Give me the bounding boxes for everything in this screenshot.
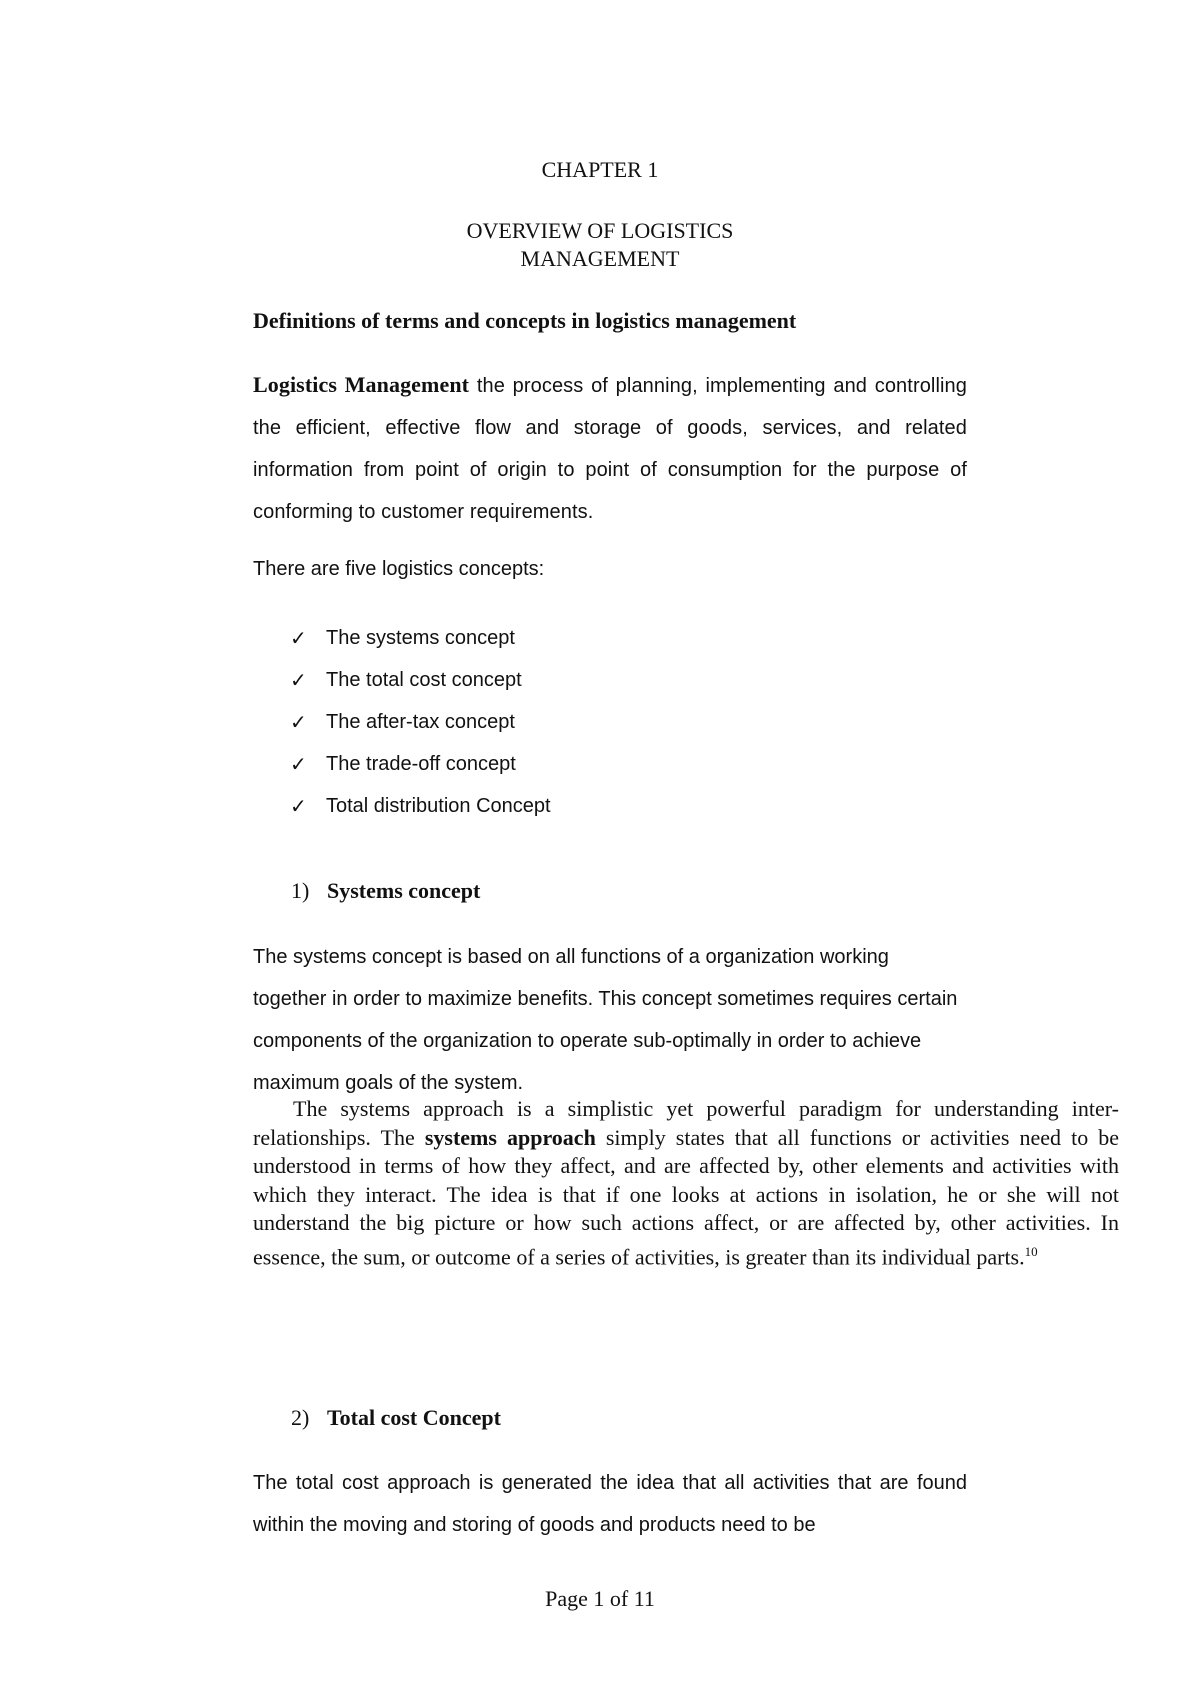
checkmark-icon: ✓ (290, 668, 307, 692)
quote-text-after: simply states that all functions or activities need to be understood in terms of how they affect, and are affected by, other elements and activities with which they interact. The idea is that if one looks at actions in isolation, he or she will not understand the big picture or how such actions affect, or are affected by, other activities. In essence, the sum, or outcome of a series of activities, is greater than its individual parts. (253, 1124, 1120, 1269)
chapter-title: CHAPTER 1 (541, 157, 659, 182)
page-footer: Page 1 of 11 (545, 1586, 655, 1611)
concept-label: The trade-off concept (326, 753, 516, 775)
section1-heading (291, 878, 480, 904)
checkmark-icon: ✓ (290, 794, 307, 818)
checkmark-icon: ✓ (290, 710, 307, 734)
list-item (290, 617, 551, 659)
footnote-marker: 10 (1024, 1243, 1038, 1259)
checkmark-icon: ✓ (290, 626, 307, 650)
list-item (290, 743, 551, 785)
concept-list (290, 617, 551, 827)
logistics-definition-paragraph (253, 364, 967, 533)
overview-title-line2: MANAGEMENT (520, 246, 680, 271)
logistics-definition-text: the process of planning, implementing and controlling the efficient, effective flow and storage of goods, services, and related information from point of origin to point of consumption for the purpose of conforming to customer requirements. (253, 375, 967, 523)
five-concepts-intro: There are five logistics concepts: (253, 558, 545, 580)
logistics-term: Logistics Management (253, 372, 470, 397)
section1-number: 1) (291, 878, 310, 903)
concept-label: The after-tax concept (326, 711, 515, 733)
overview-title-line1: OVERVIEW OF LOGISTICS (466, 218, 734, 243)
section2-number: 2) (291, 1405, 310, 1430)
section2-heading (291, 1405, 501, 1431)
systems-concept-paragraph: The systems concept is based on all functions of a organization working together in order to maximize benefits. This concept sometimes requires certain components of the organization to operate sub-optimally in order to achieve maximum goals of the system. (253, 946, 958, 1094)
section1-title: Systems concept (327, 878, 481, 903)
list-item (290, 701, 551, 743)
definitions-heading: Definitions of terms and concepts in logistics management (253, 308, 797, 333)
concept-label: The total cost concept (326, 669, 522, 691)
quote-bold-term: systems approach (424, 1124, 596, 1150)
list-item (290, 785, 551, 827)
quote-text-before: The systems approach is a simplistic yet powerful paradigm for understanding inter-relationships. The (253, 1096, 1119, 1150)
section2-title: Total cost Concept (327, 1405, 501, 1430)
systems-approach-quote (253, 1095, 1119, 1271)
concept-label: The systems concept (326, 627, 515, 649)
total-cost-paragraph: The total cost approach is generated the idea that all activities that are found within the moving and storing of goods and products need to be (253, 1472, 967, 1536)
concept-label: Total distribution Concept (326, 795, 551, 817)
checkmark-icon: ✓ (290, 752, 307, 776)
list-item (290, 659, 551, 701)
